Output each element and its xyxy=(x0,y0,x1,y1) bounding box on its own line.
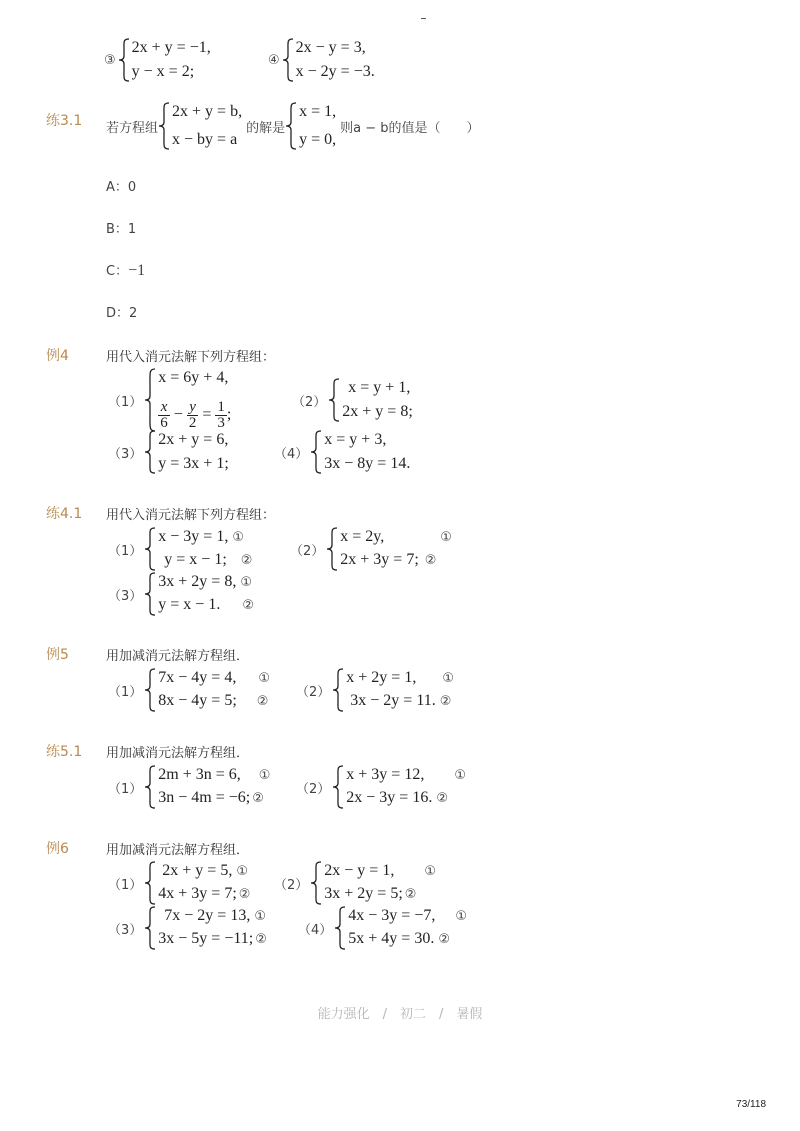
brace-icon xyxy=(144,527,156,571)
system-number: （3） xyxy=(108,922,143,938)
fraction: $\frac{y}{2}$ xyxy=(188,398,197,431)
equation: 3x + 2y = 8, ① xyxy=(158,572,254,593)
system-number: （4） xyxy=(298,922,333,938)
equation-tag: ① xyxy=(236,864,248,879)
instruction-text: 用加减消元法解方程组． xyxy=(106,649,250,664)
ex4-system-1 xyxy=(108,368,231,432)
instruction-text: 用代入消元法解下列方程组： xyxy=(106,508,276,523)
ex41-system-3 xyxy=(108,572,254,616)
ex51-system-1 xyxy=(108,765,270,809)
ex6-system-3 xyxy=(108,906,267,950)
equation: x − 3y = 1, ① xyxy=(158,527,252,548)
brace-icon xyxy=(144,668,156,712)
equation-tag: ② xyxy=(404,887,417,902)
system-3 xyxy=(104,38,211,82)
equation: x + 3y = 12, ① xyxy=(346,765,466,786)
page-footer: 能力强化 / 初二 / 暑假 xyxy=(317,1007,483,1022)
brace-icon xyxy=(144,765,156,809)
example-label-4: 例4 xyxy=(46,348,69,364)
equation-tag: ① xyxy=(424,864,436,879)
ex4-system-3 xyxy=(108,430,229,474)
equation-tag: ② xyxy=(255,932,267,947)
system-number: （4） xyxy=(274,446,309,462)
option-value: 0 xyxy=(127,180,137,195)
brace-icon xyxy=(285,102,297,150)
option-b[interactable] xyxy=(106,218,136,237)
ex41-system-2 xyxy=(290,527,452,571)
equation: x = 6y + 4, xyxy=(158,369,229,386)
operator: = xyxy=(202,406,212,423)
ex5-system-2 xyxy=(296,668,454,712)
system-number: （1） xyxy=(108,684,143,700)
question-text: 则a − b的值是（ ） xyxy=(340,120,480,136)
equation: 2x + y = b, xyxy=(172,103,243,120)
brace-icon xyxy=(158,102,170,150)
option-key: D： xyxy=(106,306,130,321)
system-number: （3） xyxy=(108,588,143,604)
question-3-1 xyxy=(106,102,480,150)
equation: 5x + 4y = 30. ② xyxy=(348,929,467,950)
option-a[interactable] xyxy=(106,176,136,195)
equation-tag: ② xyxy=(256,694,269,709)
brace-icon xyxy=(310,430,322,474)
equation: 3n − 4m = −6; ② xyxy=(158,788,270,809)
example-label-5: 例5 xyxy=(46,647,69,663)
equation: 2x − y = 1, ① xyxy=(324,861,436,882)
option-value: −1 xyxy=(128,262,146,279)
option-key: C： xyxy=(106,264,129,279)
equation: x = y + 1, xyxy=(348,379,411,396)
equation: 7x − 2y = 13, ① xyxy=(158,906,267,927)
equation: 2x + y = 8; xyxy=(342,403,413,420)
equation-tag: ① xyxy=(455,909,468,924)
equation: 2x − y = 3, xyxy=(295,39,366,56)
equation-tag: ② xyxy=(424,553,437,568)
equation-tag: ② xyxy=(436,791,448,806)
equation: 2x + y = 5, ① xyxy=(158,861,250,882)
equation: x = y + 3, xyxy=(324,431,387,448)
option-key: A： xyxy=(106,180,128,195)
page-indicator: 73/118 xyxy=(736,1099,766,1110)
equation: 2x + y = −1, xyxy=(131,39,211,56)
system-number: （1） xyxy=(108,543,143,559)
system-number: （2） xyxy=(296,684,331,700)
brace-icon xyxy=(144,368,156,432)
equation: y = 3x + 1; xyxy=(158,455,229,472)
system-number: （1） xyxy=(108,394,143,410)
system-number: （2） xyxy=(274,877,309,893)
ex4-system-4 xyxy=(274,430,410,474)
equation: x + 2y = 1, ① xyxy=(346,668,454,689)
system-number: ④ xyxy=(268,52,280,68)
equation: x − 2y = −3. xyxy=(295,63,375,80)
system-number: （1） xyxy=(108,781,143,797)
equation: x − by = a xyxy=(172,131,238,148)
punctuation: ; xyxy=(226,406,232,423)
brace-icon xyxy=(310,861,322,905)
brace-icon xyxy=(144,572,156,616)
equation-tag: ① xyxy=(442,671,454,686)
equation-tag: ② xyxy=(242,598,254,613)
equation: x = 1, xyxy=(299,103,337,120)
equation-tag: ① xyxy=(258,768,271,783)
ex51-system-2 xyxy=(296,765,466,809)
equation-tag: ② xyxy=(238,887,251,902)
top-mark xyxy=(421,18,426,19)
ex41-system-1 xyxy=(108,527,252,571)
brace-icon xyxy=(144,861,156,905)
equation: 2x + 3y = 7; ② xyxy=(340,550,452,571)
equation-tag: ② xyxy=(252,791,264,806)
ex6-system-4 xyxy=(298,906,467,950)
brace-icon xyxy=(144,906,156,950)
example-label-6: 例6 xyxy=(46,841,69,857)
equation: 3x − 2y = 11. ② xyxy=(346,691,454,712)
instruction-text: 用代入消元法解下列方程组： xyxy=(106,350,276,365)
equation: 4x − 3y = −7, ① xyxy=(348,906,467,927)
brace-icon xyxy=(334,906,346,950)
system-number: （2） xyxy=(296,781,331,797)
question-text: 若方程组 xyxy=(106,120,159,136)
equation: y = x − 1; ② xyxy=(158,550,252,571)
brace-icon xyxy=(328,378,340,422)
system-number: （3） xyxy=(108,446,143,462)
equation-tag: ① xyxy=(254,909,266,924)
instruction-text: 用加减消元法解方程组． xyxy=(106,843,250,858)
system-number: （2） xyxy=(292,394,327,410)
ex4-system-2 xyxy=(292,378,413,422)
instruction-text: 用加减消元法解方程组． xyxy=(106,746,250,761)
fraction: $\frac{x}{6}$ xyxy=(160,398,168,431)
exercise-label-5-1: 练5.1 xyxy=(46,744,83,760)
ex6-system-1 xyxy=(108,861,250,905)
equation-fraction xyxy=(158,398,231,432)
option-value: 2 xyxy=(129,306,138,321)
system-number: ③ xyxy=(104,52,116,68)
equation: 4x + 3y = 7; ② xyxy=(158,884,250,905)
equation: y − x = 2; xyxy=(131,63,195,80)
equation-tag: ② xyxy=(240,553,253,568)
system-number: （1） xyxy=(108,877,143,893)
exercise-label-3-1: 练3.1 xyxy=(46,113,83,129)
brace-icon xyxy=(282,38,294,82)
system-4 xyxy=(268,38,375,82)
brace-icon xyxy=(332,765,344,809)
brace-icon xyxy=(144,430,156,474)
equation: 2x + y = 6, xyxy=(158,431,229,448)
question-text: 的解是 xyxy=(246,120,286,136)
brace-icon xyxy=(332,668,344,712)
equation: y = x − 1. ② xyxy=(158,595,254,616)
exercise-label-4-1: 练4.1 xyxy=(46,506,83,522)
equation: 2x − 3y = 16. ② xyxy=(346,788,466,809)
system-number: （2） xyxy=(290,543,325,559)
equation-tag: ② xyxy=(439,694,452,709)
equation-tag: ① xyxy=(454,768,466,783)
equation: 3x − 5y = −11; ② xyxy=(158,929,267,950)
option-key: B： xyxy=(106,222,128,237)
brace-icon xyxy=(326,527,338,571)
equation-tag: ② xyxy=(438,932,450,947)
equation-tag: ① xyxy=(240,575,252,590)
fraction: $\frac{1}{3}$ xyxy=(217,398,225,431)
ex5-system-1 xyxy=(108,668,270,712)
operator: − xyxy=(173,406,183,423)
equation-tag: ① xyxy=(232,530,244,545)
equation: y = 0, xyxy=(299,131,337,148)
equation: 7x − 4y = 4, ① xyxy=(158,668,270,689)
option-value: 1 xyxy=(127,222,137,237)
brace-icon xyxy=(118,38,130,82)
equation: 2m + 3n = 6, ① xyxy=(158,765,270,786)
option-d[interactable] xyxy=(106,302,137,321)
equation: x = 2y, ① xyxy=(340,527,452,548)
equation: 3x + 2y = 5; ② xyxy=(324,884,436,905)
equation: 3x − 8y = 14. xyxy=(324,455,411,472)
equation-tag: ① xyxy=(258,671,270,686)
equation: 8x − 4y = 5; ② xyxy=(158,691,270,712)
option-c[interactable] xyxy=(106,260,145,280)
equation-tag: ① xyxy=(440,530,452,545)
ex6-system-2 xyxy=(274,861,436,905)
